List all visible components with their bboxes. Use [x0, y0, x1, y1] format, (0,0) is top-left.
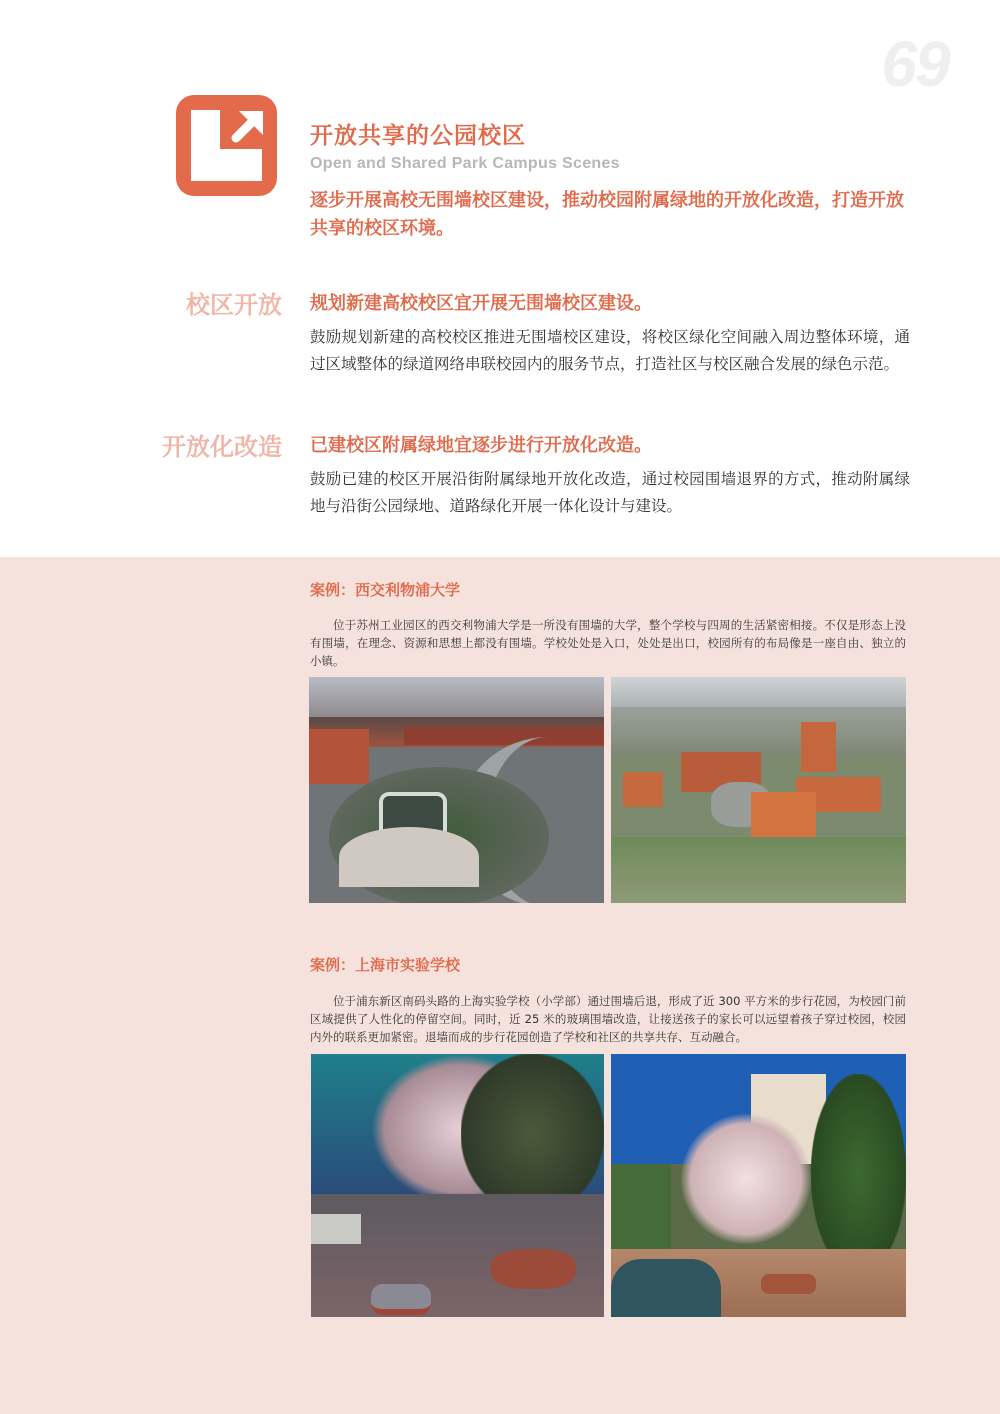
page-title: 开放共享的公园校区 [310, 123, 526, 149]
case-body-shanghai-experimental: 位于浦东新区南码头路的上海实验学校（小学部）通过围墙后退，形成了近 300 平方米的步行花园，为校园门前区域提供了人性化的停留空间。同时，近 25 米的玻璃围墙改造，让接送孩子的家长可以远望着孩子穿过校园，校园内外的联系更加紧密。退墙而成的步行花园创造了学校和社区的共享共存、互动融合。 [310, 994, 906, 1044]
section-title-campus-open: 规划新建高校校区宜开展无围墙校区建设。 [310, 293, 652, 314]
section-body-open-renovation: 鼓励已建的校区开展沿街附属绿地开放化改造，通过校园围墙退界的方式，推动附属绿地与沿街公园绿地、道路绿化开展一体化设计与建设。 [310, 470, 910, 515]
intro-statement: 逐步开展高校无围墙校区建设，推动校园附属绿地的开放化改造，打造开放共享的校区环境。 [310, 190, 904, 239]
section-label-open-renovation: 开放化改造 [162, 433, 282, 461]
open-share-arrow-icon [176, 95, 277, 196]
photo-shanghai-evening-street [311, 1054, 604, 1317]
page-number: 69 [881, 28, 949, 100]
photo-xjtlu-plaza [309, 677, 604, 903]
section-title-open-renovation: 已建校区附属绿地宜逐步进行开放化改造。 [310, 435, 652, 456]
photo-xjtlu-aerial [611, 677, 906, 903]
page-subtitle-en: Open and Shared Park Campus Scenes [310, 155, 620, 172]
case-body-xjtlu: 位于苏州工业园区的西交利物浦大学是一所没有围墙的大学，整个学校与四周的生活紧密相接。不仅是形态上没有围墙，在理念、资源和思想上都没有围墙。学校处处是入口，处处是出口，校园所有的布局像是一座自由、独立的小镇。 [310, 618, 906, 668]
photo-shanghai-garden [611, 1054, 906, 1317]
case-title-xjtlu: 案例：西交利物浦大学 [310, 581, 461, 599]
section-body-campus-open: 鼓励规划新建的高校校区推进无围墙校区建设，将校区绿化空间融入周边整体环境，通过区域整体的绿道网络串联校园内的服务节点，打造社区与校区融合发展的绿色示范。 [310, 328, 910, 373]
section-label-campus-open: 校区开放 [186, 291, 282, 319]
case-title-shanghai-experimental: 案例：上海市实验学校 [310, 956, 461, 974]
